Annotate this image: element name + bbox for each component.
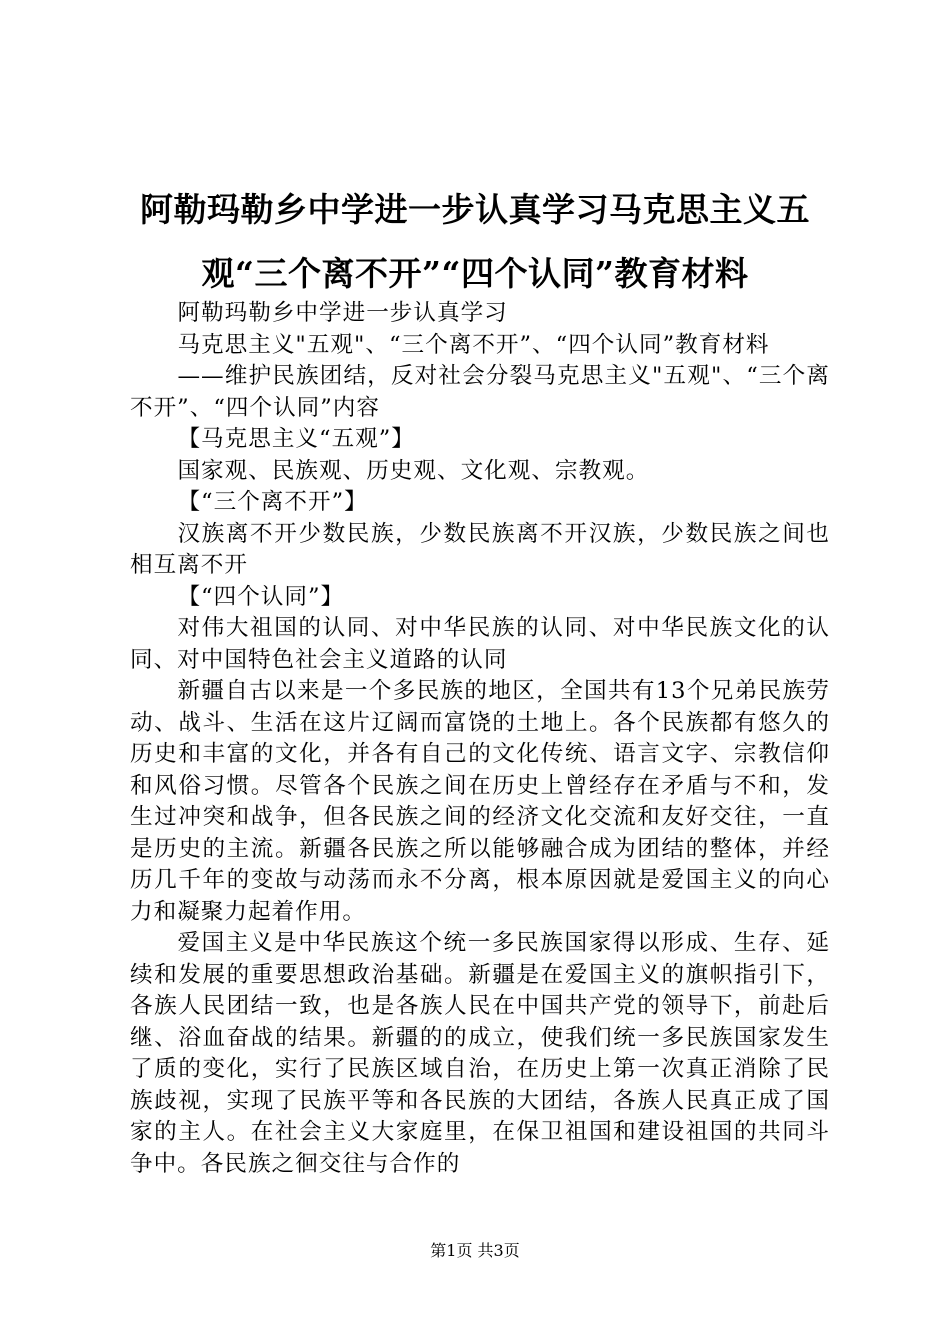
section-heading-four-identities: 【“四个认同”】: [177, 583, 345, 610]
document-title-line-1: 阿勒玛勒乡中学进一步认真学习马克思主义五: [140, 190, 810, 229]
paragraph-xinjiang-history: 新疆自古以来是一个多民族的地区，全国共有13个兄弟民族劳动、战斗、生活在这片辽阔而富饶的土地上。各个民族都有悠久的历史和丰富的文化，并各有自己的文化传统、语言文字、宗教信仰和风俗习惯。尽管各个民族之间在历史上曾经存在矛盾与不和，发生过冲突和战争，但各民族之间的经济文化交流和友好交往，一直是历史的主流。新疆各民族之所以能够融合成为团结的整体，并经历几千年的变故与动荡而永不分离，根本原因就是爱国主义的向心力和凝聚力起着作用。: [130, 678, 830, 925]
paragraph-subtitle: ——维护民族团结，反对社会分裂马克思主义"五观"、“三个离不开”、“四个认同”内容: [130, 363, 830, 421]
section-heading-three-inseparables: 【“三个离不开”】: [177, 489, 368, 515]
paragraph-subheading: 马克思主义"五观"、“三个离不开”、“四个认同”教育材料: [177, 331, 770, 358]
paragraph-patriotism: 爱国主义是中华民族这个统一多民族国家得以形成、生存、延续和发展的重要思想政治基础。新疆是在爱国主义的旗帜指引下，各族人民团结一致，也是各族人民在中国共产党的领导下，前赴后继、浴血奋战的结果。新疆的的成立，使我们统一多民族国家发生了质的变化，实行了民族区域自治，在历史上第一次真正消除了民族歧视，实现了民族平等和各民族的大团结，各族人民真正成了国家的主人。在社会主义大家庭里，在保卫祖国和建设祖国的共同斗争中。各民族之徊交往与合作的: [130, 930, 830, 1177]
document-title: [100, 178, 850, 306]
paragraph-three-inseparables: 汉族离不开少数民族，少数民族离不开汉族，少数民族之间也相互离不开: [130, 520, 830, 578]
document-title-line-2: 观“三个离不开”“四个认同”教育材料: [201, 254, 749, 293]
section-heading-five-views: 【马克思主义“五观”】: [177, 426, 415, 452]
paragraph-five-views: 国家观、民族观、历史观、文化观、宗教观。: [177, 457, 650, 484]
document-body: [130, 298, 830, 1180]
paragraph-heading: 阿勒玛勒乡中学进一步认真学习: [177, 300, 508, 326]
page-footer: 第1页 共3页: [430, 1241, 520, 1260]
paragraph-four-identities: 对伟大祖国的认同、对中华民族的认同、对中华民族文化的认同、对中国特色社会主义道路的认同: [130, 615, 830, 673]
